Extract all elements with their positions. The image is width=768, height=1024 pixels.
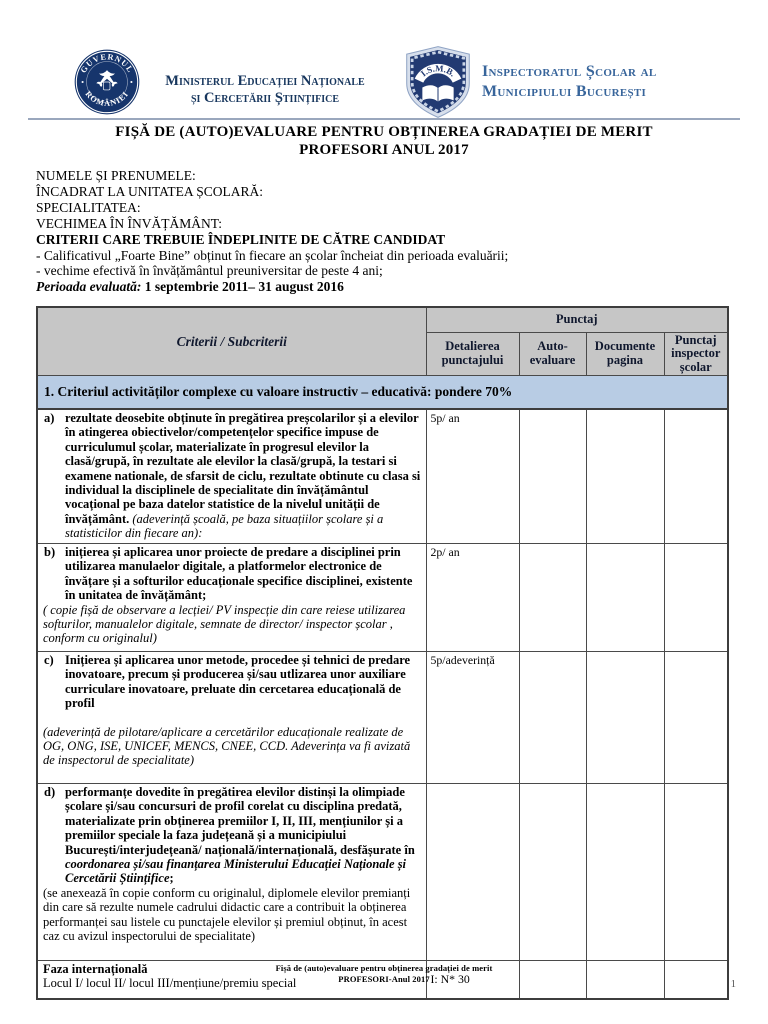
faza-line1: Faza internațională [43, 962, 148, 976]
requirement-1: - Calificativul „Foarte Bine” obținut în fiecare an școlar încheiat din perioada evaluării; [36, 247, 509, 263]
documents-cell-d [586, 784, 664, 961]
criteria-text-c [43, 653, 421, 711]
documents-cell-b [586, 544, 664, 652]
criteria-heading: CRITERII CARE TREBUIE ÎNDEPLINITE DE CĂTRE CANDIDAT [36, 231, 446, 247]
inspectorate-name [482, 62, 712, 102]
ministry-name-line1: Ministerul Educației Naționale [165, 73, 365, 89]
item-label-c: c) [44, 653, 54, 667]
page-title-line1: FIȘĂ DE (AUTO)EVALUARE PENTRU OBȚINEREA GRADAȚIEI DE MERIT [115, 124, 653, 140]
inspector-column-header: Punctaj inspector școlar [664, 332, 728, 376]
selfeval-column-header: Auto-evaluare [519, 332, 586, 376]
inspectorate-name-line2: Municipiului București [482, 83, 647, 100]
criteria-note-c: (adeverință de pilotare/aplicare a cercetărilor educaționale realizate de OG, ONG, ISE, UNICEF, MENCS, CNEE, CCD. Adeverința va fi avizată de inspectorul de specialitate) [43, 724, 411, 768]
faza-line2: Locul I/ locul II/ locul III/mențiune/premiu special [43, 976, 297, 991]
detail-column-header: Detalierea punctajului [426, 332, 519, 376]
criteria-text-d [43, 785, 421, 886]
inspectorate-name-line1: Inspectoratul Școlar al [482, 63, 657, 80]
selfeval-cell-b [519, 544, 586, 652]
detail-cell-a: 5p/ an [426, 409, 519, 544]
criteria-text-a [43, 411, 421, 541]
table-row [37, 544, 728, 652]
criteria-cell-a [37, 409, 426, 544]
page-title-line2: PROFESORI ANUL 2017 [299, 142, 469, 158]
inspector-cell-c [664, 652, 728, 784]
evaluation-table [36, 306, 729, 1000]
inspector-cell-d [664, 784, 728, 961]
criteria-main-b: inițierea și aplicarea unor proiecte de predare a disciplinei prin utilizarea manulaelor digitale, a platformelor electronice de învățare și a softurilor educaționale specifice disciplinei, existente în unitatea de învățământ; [65, 545, 413, 603]
detail-cell-faza: I: N* 30 [426, 961, 519, 1000]
section-1-title: 1. Criteriul activităților complexe cu valoare instructiv – educativă: pondere 70% [37, 376, 728, 410]
table-header-row-1 [37, 307, 728, 332]
page-title [0, 123, 768, 159]
item-label-d: d) [44, 785, 56, 799]
criteria-main-a: rezultate deosebite obținute în pregătirea preșcolarilor și a elevilor în atingerea obiectivelor/competențelor specifice impuse de curriculumul școlar, materializate în progresul elevilor la clasă/grupă, în rezultate ale elevilor la clasă/grupă, la testari si examene nationale, de sfarsit de ciclu, rezultate obtinute cu clasa si individual la disciplinele de specialitate din învățământul vocațional pe baza datelor statistice de la nivelul unității de învățământ. [65, 411, 421, 526]
section-1-row [37, 376, 728, 410]
inspector-cell-a [664, 409, 728, 544]
seniority-label: VECHIMEA ÎN ÎNVĂȚĂMÂNT: [36, 215, 223, 231]
svg-text:I.S.M.B.: I.S.M.B. [418, 63, 458, 79]
criteria-text-b [43, 545, 421, 603]
criteria-cell-b [37, 544, 426, 652]
name-label: NUMELE ȘI PRENUMELE: [36, 168, 196, 183]
item-label-b: b) [44, 545, 56, 559]
header-divider [28, 118, 740, 120]
item-label-a: a) [44, 411, 55, 425]
document-header [0, 45, 768, 120]
footer-line1: Fișă de (auto)evaluare pentru obținerea gradației de merit [275, 963, 493, 973]
svg-text:GUVERNUL: GUVERNUL [78, 52, 136, 75]
candidate-info-block [36, 168, 742, 295]
svg-text:ROMÂNIEI: ROMÂNIEI [83, 89, 131, 108]
detail-cell-b: 2p/ an [426, 544, 519, 652]
page-footer [0, 963, 768, 984]
criteria-main-italic-d: coordonarea și/sau finanțarea Ministerului Educației Naționale și Cercetării Științifice [65, 857, 407, 886]
criteria-main-suffix-d: ; [169, 871, 174, 886]
ministry-name-line2: și Cercetării Științifice [190, 90, 340, 106]
criteria-cell-c [37, 652, 426, 784]
page-number: 1 [730, 979, 736, 990]
specialty-label: SPECIALITATEA: [36, 199, 141, 215]
selfeval-cell-c [519, 652, 586, 784]
criteria-main-c: Inițierea și aplicarea unor metode, procedee și tehnici de predare inovatoare, precum și producerea și/sau utlizarea unor auxiliare curriculare inovatoare, preluate din cercetarea educațională de profil [65, 653, 411, 711]
table-row [37, 652, 728, 784]
requirement-2: - vechime efectivă în învățământul preuniversitar de peste 4 ani; [36, 263, 383, 279]
government-emblem-logo [74, 49, 140, 115]
ministry-name [160, 73, 370, 107]
period-value: 1 septembrie 2011– 31 august 2016 [141, 279, 344, 295]
footer-line2: PROFESORI-Anul 2017 [338, 973, 430, 984]
punctaj-column-group-header: Punctaj [426, 307, 728, 332]
school-label: ÎNCADRAT LA UNITATEA ȘCOLARĂ: [36, 183, 264, 199]
criteria-note-a: (adeverință școală, pe baza situațiilor școlare și a statisticilor din fiecare an): [65, 511, 384, 541]
criteria-main-d: performanțe dovedite în pregătirea elevilor distinși la olimpiade școlare și/sau concursuri de profil corelat cu disciplina predată, materializate prin obținerea premiilor I, II, III, mențiunilor și a premiilor speciale la faza județeană și a municipiului București/interjudețeană/ națională/internațională, desfășurate în [65, 785, 415, 857]
table-row [37, 784, 728, 961]
detail-cell-c: 5p/adeverință [426, 652, 519, 784]
table-row [37, 409, 728, 544]
period-label: Perioada evaluată: [36, 279, 142, 295]
documents-cell-c [586, 652, 664, 784]
documents-column-header: Documente pagina [586, 332, 664, 376]
criteria-column-header: Criterii / Subcriterii [37, 307, 426, 376]
ismb-shield-logo [404, 45, 472, 119]
detail-cell-d [426, 784, 519, 961]
criteria-note-d: (se anexează în copie conform cu originalul, diplomele elevilor premianți din care să rezulte numele cadrului didactic care a contribuit la obținerea performanței sau listele cu punctajele elevilor și premiul obținut, în acest caz cu avizul inspectorului de specialitate) [43, 885, 411, 944]
inspector-cell-b [664, 544, 728, 652]
criteria-cell-d [37, 784, 426, 961]
selfeval-cell-d [519, 784, 586, 961]
documents-cell-a [586, 409, 664, 544]
criteria-note-b: ( copie fișă de observare a lecției/ PV inspecție din care reiese utilizarea softurilor, manualelor digitale, semnate de director/ inspector școlar , conform cu originalul) [43, 602, 406, 646]
selfeval-cell-a [519, 409, 586, 544]
evaluation-period [36, 279, 742, 295]
